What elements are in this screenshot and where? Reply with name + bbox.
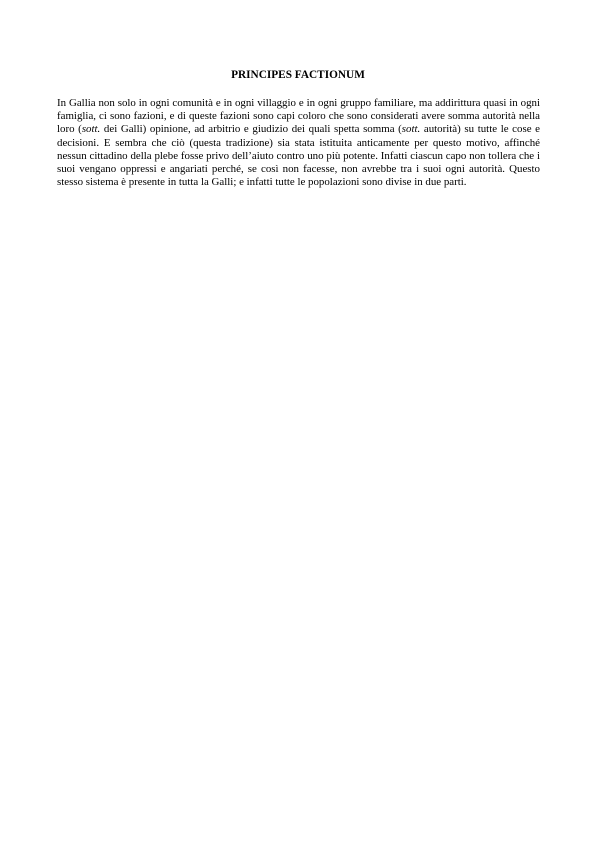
paragraph-text-part-1: In Gallia non solo in ogni comunità e in ogni villaggio e in ogni gruppo familiare, ma addirittura quasi in ogni famiglia, ci sono fazioni, e di queste fazioni sono capi coloro che sono considerati avere somma autorità nella loro ( bbox=[57, 97, 540, 136]
abbreviation-sott-1: sott. bbox=[81, 123, 101, 136]
document-title: PRINCIPES FACTIONUM bbox=[231, 69, 365, 81]
paragraph-text-part-3: autorità) su tutte le cose e decisioni. E sembra che ciò (questa tradizione) sia stata istituita anticamente per questo motivo, affinché nessun cittadino della plebe fosse privo dell’aiuto contro uno più potente. Infatti ciascun capo non tollera che i suoi vengano oppressi e angariati perché, se così non facesse, non avrebbe tra i suoi ogni autorità. Questo stesso sistema è presente in tutta la Galli; e infatti tutte le popolazioni sono divise in due parti. bbox=[57, 123, 540, 189]
abbreviation-sott-2: sott. bbox=[401, 123, 421, 136]
paragraph-text-part-2: dei Galli) opinione, ad arbitrio e giudizio dei quali spetta somma ( bbox=[100, 123, 402, 136]
body-paragraph bbox=[57, 97, 540, 189]
